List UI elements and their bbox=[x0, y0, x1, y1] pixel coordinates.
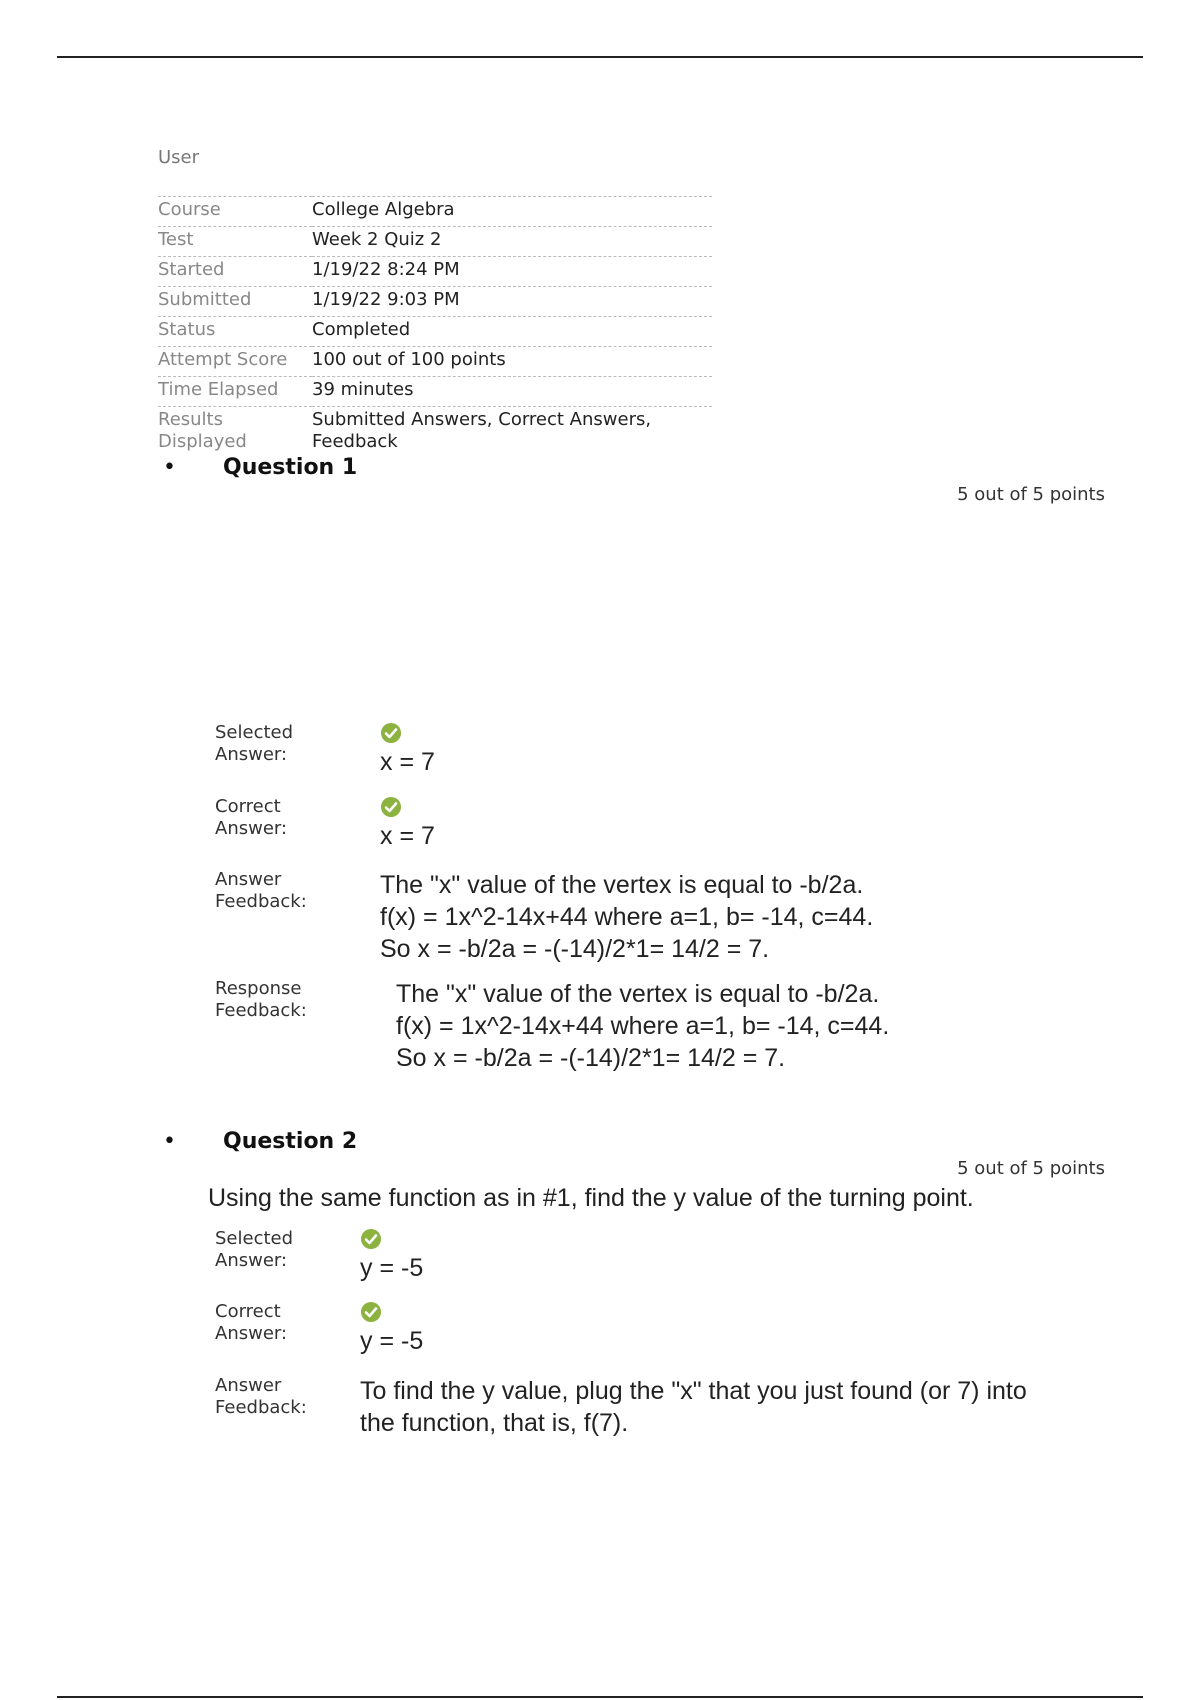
info-value: Submitted Answers, Correct Answers, Feedback bbox=[312, 407, 712, 457]
top-rule bbox=[57, 56, 1143, 58]
feedback-line: So x = -b/2a = -(-14)/2*1= 14/2 = 7. bbox=[380, 935, 770, 963]
info-value: Week 2 Quiz 2 bbox=[312, 227, 712, 257]
info-value: 1/19/22 8:24 PM bbox=[312, 257, 712, 287]
info-value: 100 out of 100 points bbox=[312, 347, 712, 377]
info-key: Submitted bbox=[158, 287, 312, 317]
feedback-line: To find the y value, plug the "x" that you just found (or 7) into bbox=[360, 1377, 1027, 1405]
info-key: Status bbox=[158, 317, 312, 347]
info-key: Attempt Score bbox=[158, 347, 312, 377]
response-feedback bbox=[396, 978, 889, 1074]
answer-feedback bbox=[380, 869, 873, 965]
selected-answer-value: y = -5 bbox=[360, 1254, 424, 1282]
info-value: College Algebra bbox=[312, 197, 712, 227]
selected-answer bbox=[380, 722, 435, 778]
question-2-points: 5 out of 5 points bbox=[957, 1158, 1105, 1179]
question-title: Question 2 bbox=[223, 1129, 358, 1154]
correct-check-icon bbox=[360, 1301, 382, 1323]
info-row-started bbox=[158, 257, 712, 287]
info-value: Completed bbox=[312, 317, 712, 347]
question-2-text: Using the same function as in #1, find the y value of the turning point. bbox=[208, 1184, 974, 1212]
info-key: Course bbox=[158, 197, 312, 227]
feedback-line: f(x) = 1x^2-14x+44 where a=1, b= -14, c=44. bbox=[380, 903, 874, 931]
answer-feedback bbox=[360, 1375, 1027, 1439]
correct-answer bbox=[380, 796, 435, 852]
correct-answer-label: Correct Answer: bbox=[215, 1301, 288, 1344]
question-1-heading bbox=[158, 455, 357, 480]
correct-check-icon bbox=[380, 722, 402, 744]
correct-check-icon bbox=[380, 796, 402, 818]
bullet-icon: • bbox=[163, 455, 176, 480]
info-row-test bbox=[158, 227, 712, 257]
info-row-course bbox=[158, 197, 712, 227]
info-key: Test bbox=[158, 227, 312, 257]
feedback-line: The "x" value of the vertex is equal to -b/2a. bbox=[396, 980, 880, 1008]
feedback-line: f(x) = 1x^2-14x+44 where a=1, b= -14, c=44. bbox=[396, 1012, 890, 1040]
info-key: Time Elapsed bbox=[158, 377, 312, 407]
bottom-rule bbox=[57, 1696, 1143, 1698]
question-2-heading bbox=[158, 1129, 357, 1154]
info-row-attempt-score bbox=[158, 347, 712, 377]
selected-answer-value: x = 7 bbox=[380, 748, 435, 776]
info-key: Results Displayed bbox=[158, 407, 312, 457]
response-feedback-label: Response Feedback: bbox=[215, 978, 307, 1021]
user-label: User bbox=[158, 147, 200, 168]
correct-answer bbox=[360, 1301, 423, 1357]
attempt-info-table bbox=[158, 196, 712, 456]
info-row-status bbox=[158, 317, 712, 347]
feedback-line: the function, that is, f(7). bbox=[360, 1409, 629, 1437]
correct-answer-value: y = -5 bbox=[360, 1327, 424, 1355]
info-key: Started bbox=[158, 257, 312, 287]
feedback-line: So x = -b/2a = -(-14)/2*1= 14/2 = 7. bbox=[396, 1044, 786, 1072]
info-row-submitted bbox=[158, 287, 712, 317]
answer-feedback-label: Answer Feedback: bbox=[215, 869, 307, 912]
correct-check-icon bbox=[360, 1228, 382, 1250]
selected-answer-label: Selected Answer: bbox=[215, 722, 294, 765]
info-row-time-elapsed bbox=[158, 377, 712, 407]
selected-answer-label: Selected Answer: bbox=[215, 1228, 294, 1271]
question-title: Question 1 bbox=[223, 455, 358, 480]
info-value: 1/19/22 9:03 PM bbox=[312, 287, 712, 317]
feedback-line: The "x" value of the vertex is equal to -b/2a. bbox=[380, 871, 864, 899]
correct-answer-label: Correct Answer: bbox=[215, 796, 288, 839]
info-row-results-displayed bbox=[158, 407, 712, 457]
selected-answer bbox=[360, 1228, 423, 1284]
bullet-icon: • bbox=[163, 1129, 176, 1154]
answer-feedback-label: Answer Feedback: bbox=[215, 1375, 307, 1418]
question-1-points: 5 out of 5 points bbox=[957, 484, 1105, 505]
correct-answer-value: x = 7 bbox=[380, 822, 435, 850]
info-value: 39 minutes bbox=[312, 377, 712, 407]
